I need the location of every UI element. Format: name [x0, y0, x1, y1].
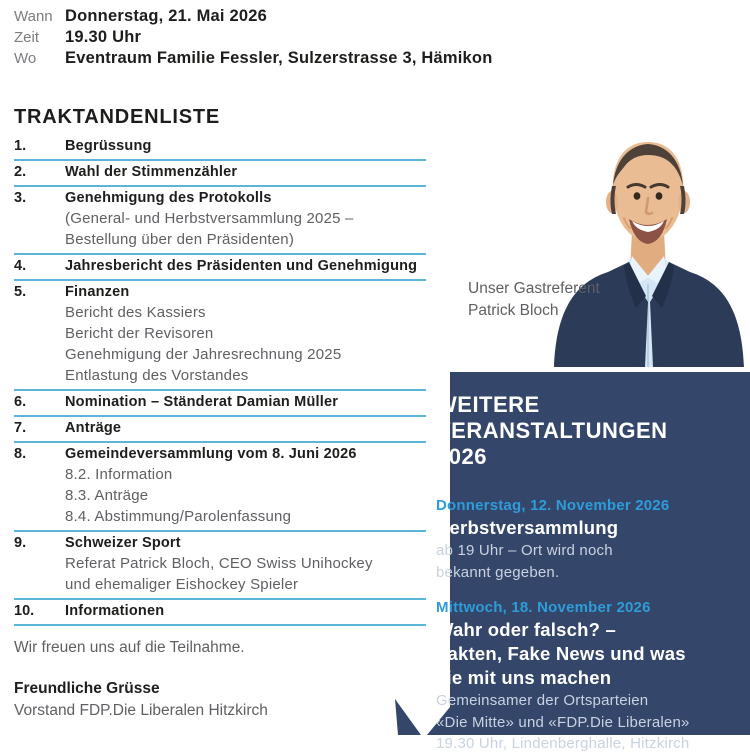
agenda-item-7 [14, 417, 426, 443]
when-value: Donnerstag, 21. Mai 2026 [65, 7, 267, 25]
closing-signature: Vorstand FDP.Die Liberalen Hitzkirch [14, 702, 268, 719]
agenda-item-number: 8. [14, 446, 27, 462]
where-label: Wo [14, 50, 37, 67]
events-box-content [436, 392, 698, 755]
agenda-item-6 [14, 391, 426, 417]
agenda-item-title: Begrüssung [65, 138, 152, 154]
event-detail-line: Gemeinsamer der Ortsparteien [436, 692, 649, 709]
agenda-item-number: 7. [14, 420, 27, 436]
meta-row-when [14, 6, 492, 27]
agenda-item-subline: Genehmigung der Jahresrechnung 2025 [65, 346, 342, 363]
meta-row-time [14, 27, 492, 48]
agenda-item-title: Nomination – Ständerat Damian Müller [65, 394, 339, 410]
agenda-item-number: 5. [14, 284, 27, 300]
when-label: Wann [14, 8, 53, 25]
meta-row-where [14, 48, 492, 69]
agenda-item-subline: 8.2. Information [65, 466, 173, 483]
event-meta [14, 6, 492, 69]
event-date: Donnerstag, 12. November 2026 [436, 497, 670, 514]
where-value: Eventraum Familie Fessler, Sulzerstrasse 3, Hämikon [65, 49, 493, 67]
time-label: Zeit [14, 29, 40, 46]
speaker-portrait-illustration [548, 126, 750, 367]
agenda-item-title: Gemeindeversammlung vom 8. Juni 2026 [65, 446, 357, 462]
agenda-item-title: Anträge [65, 420, 122, 436]
agenda-item-subline: Bericht der Revisoren [65, 325, 214, 342]
agenda-item-subline: Bericht des Kassiers [65, 304, 206, 321]
agenda-item-subline: (General- und Herbstversammlung 2025 – [65, 210, 354, 227]
agenda-item-1 [14, 135, 426, 161]
agenda-item-subline: 8.3. Anträge [65, 487, 149, 504]
agenda-item-3 [14, 187, 426, 255]
event-detail-line: bekannt gegeben. [436, 563, 560, 581]
closing-section [14, 638, 268, 721]
agenda-item-8 [14, 443, 426, 532]
agenda-item-subline: Referat Patrick Bloch, CEO Swiss Unihockey [65, 555, 373, 572]
agenda-item-title: Jahresbericht des Präsidenten und Genehmigung [65, 258, 418, 274]
speaker-caption-line1: Unser Gastreferent [468, 280, 600, 297]
agenda-item-number: 1. [14, 138, 27, 154]
event-1 [436, 496, 698, 583]
closing-regards: Freundliche Grüsse [14, 680, 160, 697]
events-box-arrow-tail [393, 699, 423, 735]
event-detail-line: 19.30 Uhr, Lindenberghalle, Hitzkirch [436, 735, 690, 752]
agenda-item-subline: 8.4. Abstimmung/Parolenfassung [65, 508, 292, 525]
agenda-item-number: 4. [14, 258, 27, 274]
agenda-item-10 [14, 600, 426, 626]
agenda-item-number: 10. [14, 603, 35, 619]
agenda-item-number: 3. [14, 190, 27, 206]
speaker-caption [468, 278, 600, 322]
agenda-item-5 [14, 281, 426, 391]
agenda-item-number: 6. [14, 394, 27, 410]
agenda-item-2 [14, 161, 426, 187]
time-value: 19.30 Uhr [65, 28, 142, 46]
agenda-item-subline: und ehemaliger Eishockey Spieler [65, 576, 299, 593]
agenda-item-title: Schweizer Sport [65, 535, 181, 551]
event-title: Wahr oder falsch? – Fakten, Fake News und was sie mit uns machen [436, 619, 686, 688]
event-title: Herbstversammlung [436, 517, 619, 538]
event-detail-line: «Die Mitte» und «FDP.Die Liberalen» [436, 713, 690, 731]
speaker-photo [548, 126, 750, 367]
agenda-item-title: Wahl der Stimmenzähler [65, 164, 238, 180]
agenda-item-number: 9. [14, 535, 27, 551]
agenda-item-title: Finanzen [65, 284, 130, 300]
closing-thanks: Wir freuen uns auf die Teilnahme. [14, 639, 245, 656]
event-detail-line: ab 19 Uhr – Ort wird noch [436, 542, 613, 559]
agenda-section [14, 106, 426, 626]
event-date: Mittwoch, 18. November 2026 [436, 599, 651, 616]
agenda-item-subline: Bestellung über den Präsidenten) [65, 231, 295, 248]
speaker-caption-line2: Patrick Bloch [468, 302, 559, 319]
agenda-item-subline: Entlastung des Vorstandes [65, 367, 249, 384]
agenda-item-4 [14, 255, 426, 281]
agenda-item-9 [14, 532, 426, 600]
agenda-item-title: Genehmigung des Protokolls [65, 190, 272, 206]
agenda-item-number: 2. [14, 164, 27, 180]
further-events-box [393, 372, 750, 752]
event-2 [436, 598, 698, 755]
events-box-heading: WEITERE VERANSTALTUNGEN 2026 [436, 392, 668, 469]
agenda-title: TRAKTANDENLISTE [14, 106, 221, 128]
agenda-item-title: Informationen [65, 603, 165, 619]
